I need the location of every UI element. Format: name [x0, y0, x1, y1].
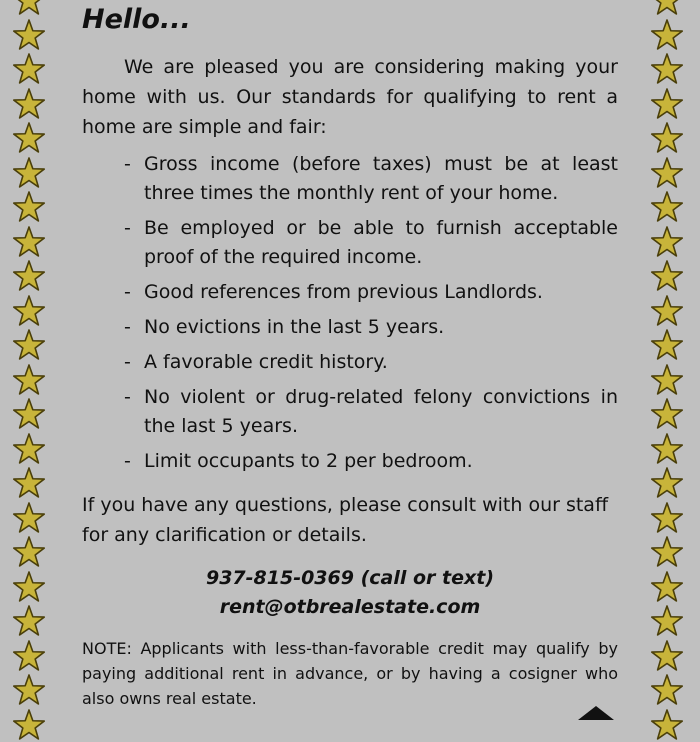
- gold-star-icon: [12, 570, 46, 604]
- greeting-heading: Hello...: [82, 4, 191, 35]
- gold-star-icon: [12, 432, 46, 466]
- gold-star-icon: [650, 673, 684, 707]
- list-item: [124, 447, 618, 476]
- closing-paragraph: If you have any questions, please consult with our staff for any clarification or details.: [82, 494, 609, 546]
- gold-star-icon: [12, 121, 46, 155]
- requirement-text: Limit occupants to 2 per bedroom.: [144, 450, 473, 472]
- list-item: [124, 313, 618, 342]
- email-address: rent@otbrealestate.com: [219, 596, 481, 618]
- gold-star-icon: [650, 18, 684, 52]
- bullet-dash: -: [124, 153, 131, 175]
- bullet-dash: -: [124, 351, 131, 373]
- gold-star-icon: [650, 87, 684, 121]
- gold-star-icon: [12, 363, 46, 397]
- list-item: [124, 150, 618, 208]
- gold-star-icon: [650, 466, 684, 500]
- gold-star-icon: [650, 639, 684, 673]
- gold-star-icon: [12, 501, 46, 535]
- gold-star-icon: [650, 432, 684, 466]
- bullet-dash: -: [124, 316, 131, 338]
- requirement-text: Gross income (before taxes) must be at least three times the monthly rent of your home.: [144, 153, 618, 204]
- gold-star-icon: [12, 397, 46, 431]
- gold-star-icon: [650, 156, 684, 190]
- gold-star-icon: [12, 604, 46, 638]
- requirement-text: No violent or drug-related felony convictions in the last 5 years.: [144, 386, 618, 437]
- gold-star-icon: [12, 52, 46, 86]
- gold-star-icon: [12, 673, 46, 707]
- gold-star-icon: [12, 259, 46, 293]
- right-star-border: [644, 0, 692, 720]
- list-item: [124, 214, 618, 272]
- gold-star-icon: [650, 501, 684, 535]
- gold-star-icon: [650, 52, 684, 86]
- bullet-dash: -: [124, 450, 131, 472]
- left-star-border: [6, 0, 54, 720]
- gold-star-icon: [650, 604, 684, 638]
- gold-star-icon: [12, 0, 46, 17]
- page-corner-mark: [578, 706, 614, 720]
- gold-star-icon: [12, 87, 46, 121]
- list-item: [124, 383, 618, 441]
- gold-star-icon: [12, 18, 46, 52]
- gold-star-icon: [12, 639, 46, 673]
- list-item: [124, 278, 618, 307]
- gold-star-icon: [650, 225, 684, 259]
- gold-star-icon: [12, 190, 46, 224]
- gold-star-icon: [650, 708, 684, 742]
- gold-star-icon: [650, 294, 684, 328]
- requirements-list: [124, 150, 618, 482]
- gold-star-icon: [650, 0, 684, 17]
- requirement-text: Good references from previous Landlords.: [144, 281, 543, 303]
- gold-star-icon: [12, 708, 46, 742]
- gold-star-icon: [12, 328, 46, 362]
- gold-star-icon: [12, 156, 46, 190]
- intro-paragraph: We are pleased you are considering making your home with us. Our standards for qualifying to rent a home are simple and fair:: [82, 56, 618, 138]
- gold-star-icon: [12, 535, 46, 569]
- list-item: [124, 348, 618, 377]
- gold-star-icon: [650, 121, 684, 155]
- gold-star-icon: [650, 570, 684, 604]
- gold-star-icon: [650, 535, 684, 569]
- gold-star-icon: [650, 190, 684, 224]
- bullet-dash: -: [124, 281, 131, 303]
- gold-star-icon: [650, 328, 684, 362]
- gold-star-icon: [650, 259, 684, 293]
- gold-star-icon: [12, 466, 46, 500]
- contact-block: [82, 564, 618, 622]
- gold-star-icon: [650, 363, 684, 397]
- gold-star-icon: [12, 225, 46, 259]
- requirement-text: A favorable credit history.: [144, 351, 388, 373]
- phone-number: 937-815-0369 (call or text): [205, 567, 495, 589]
- gold-star-icon: [650, 397, 684, 431]
- gold-star-icon: [12, 294, 46, 328]
- requirement-text: No evictions in the last 5 years.: [144, 316, 445, 338]
- requirement-text: Be employed or be able to furnish acceptable proof of the required income.: [144, 217, 618, 268]
- bullet-dash: -: [124, 217, 131, 239]
- bullet-dash: -: [124, 386, 131, 408]
- credit-note: NOTE: Applicants with less-than-favorable credit may qualify by paying additional rent in advance, or by having a cosigner who also owns real estate.: [82, 639, 618, 708]
